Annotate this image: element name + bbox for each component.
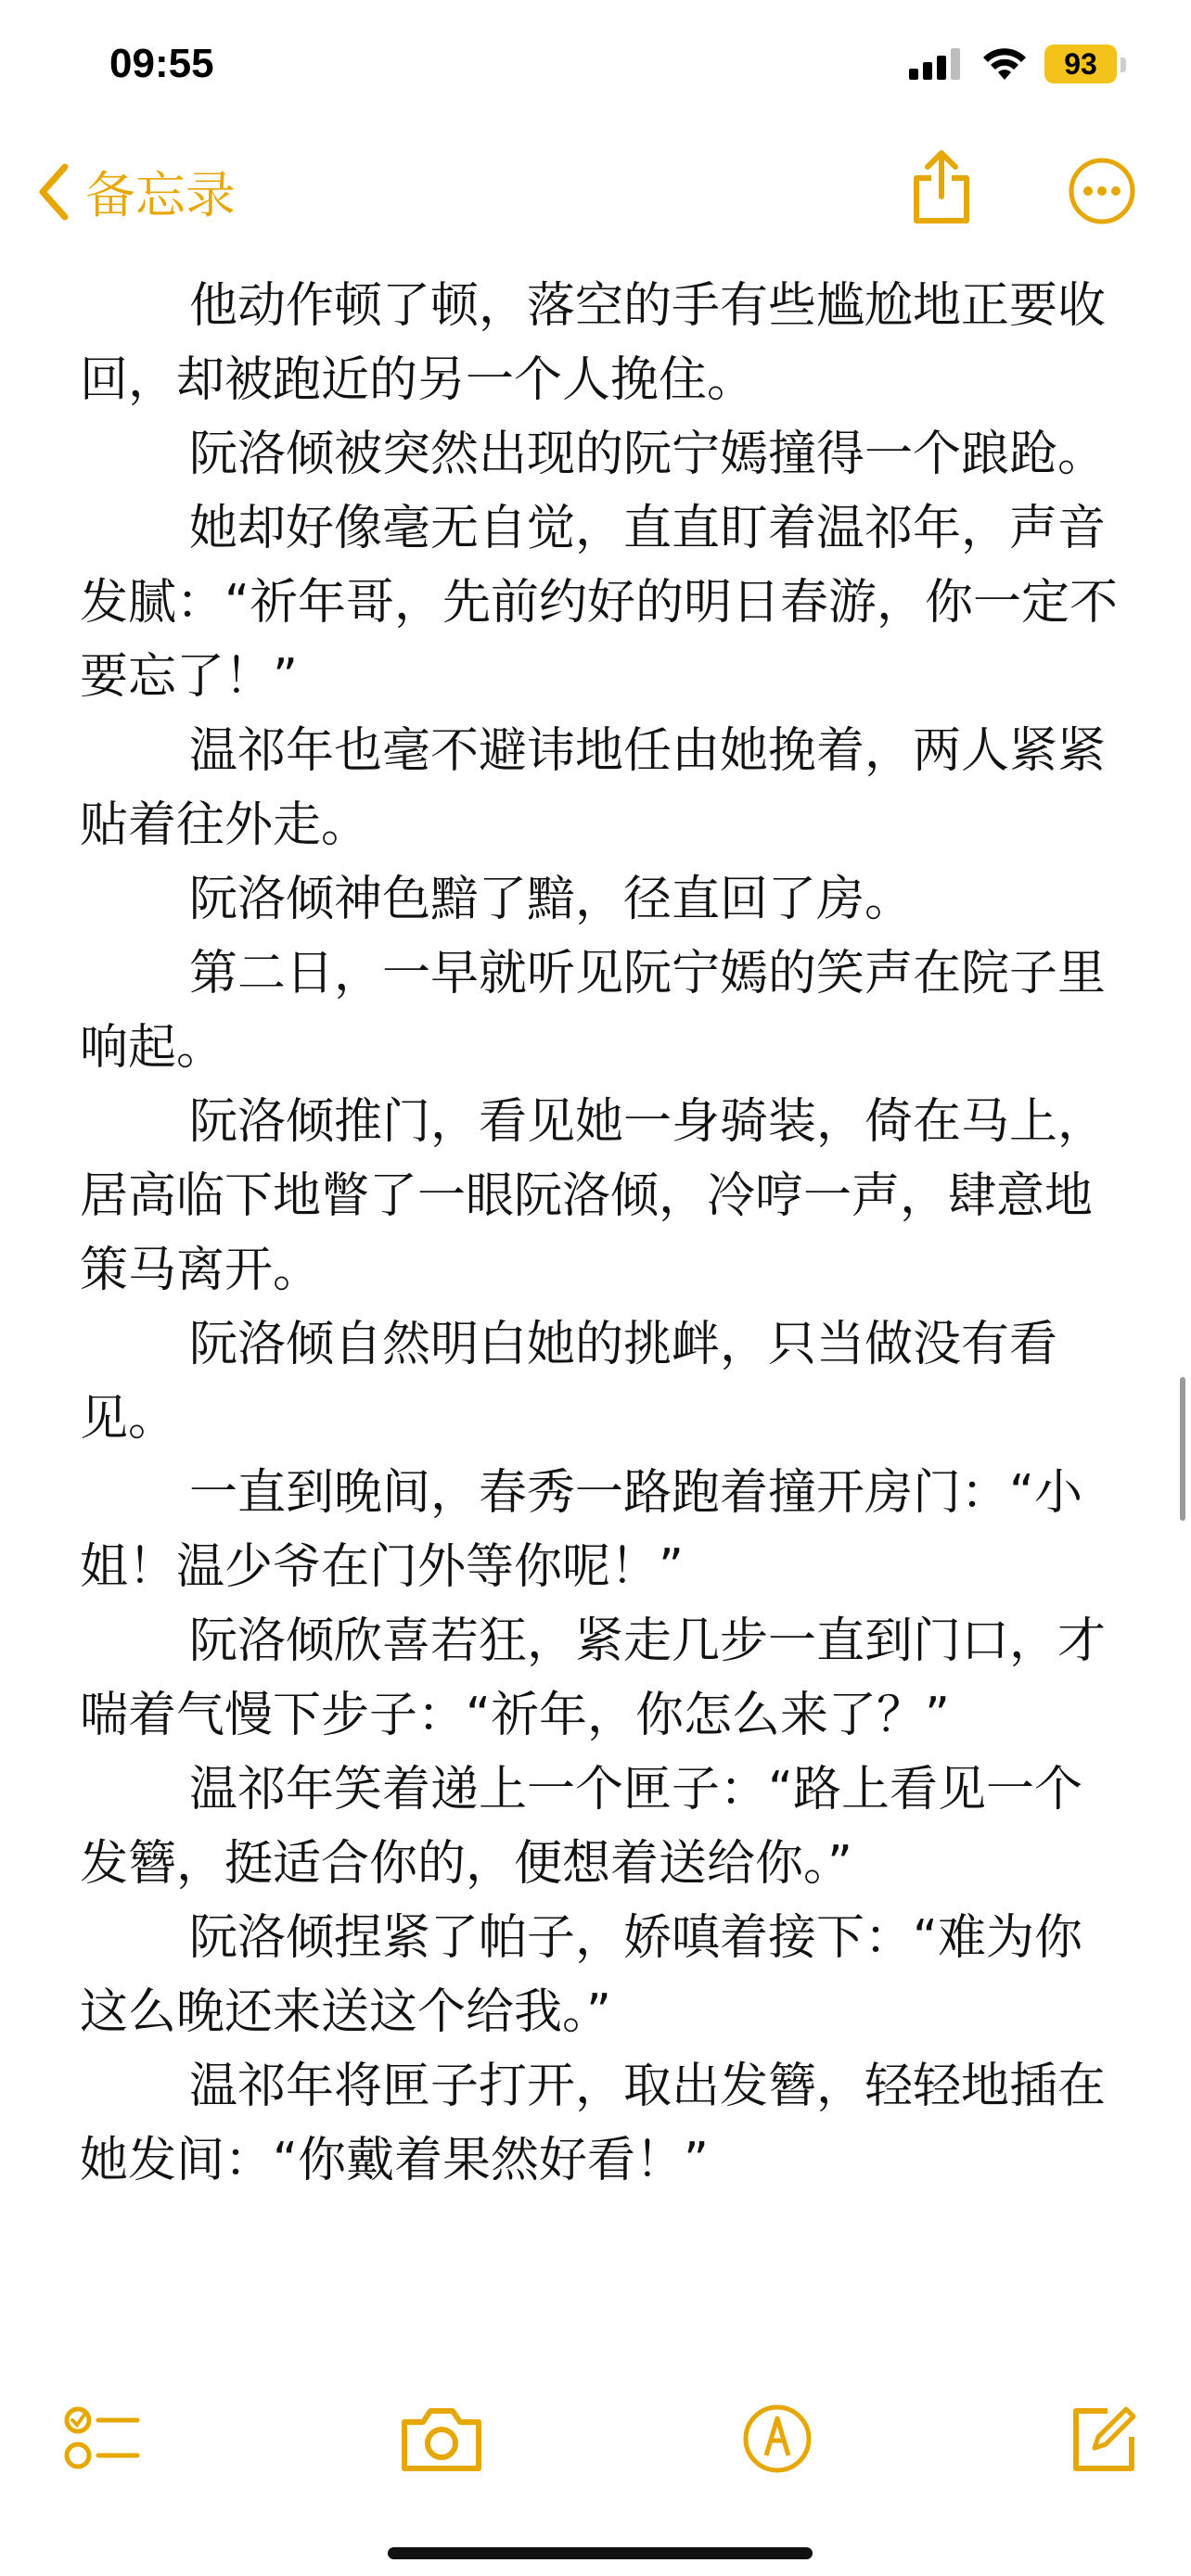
note-body[interactable] (80, 269, 1121, 2198)
status-time: 09:55 (109, 41, 214, 86)
share-icon[interactable] (909, 148, 974, 226)
note-paragraph: 温祁年将匣子打开，取出发簪，轻轻地插在她发间：“你戴着果然好看！” (80, 2059, 1107, 2188)
home-indicator[interactable] (388, 2547, 813, 2559)
camera-icon[interactable] (399, 2402, 484, 2476)
note-paragraph: 他动作顿了顿，落空的手有些尴尬地正要收回，却被跑近的另一个人挽住。 (80, 278, 1107, 408)
compose-icon[interactable] (1067, 2402, 1141, 2476)
markup-pen-icon[interactable] (740, 2402, 814, 2476)
checklist-icon[interactable] (63, 2402, 141, 2476)
note-paragraph: 阮洛倾推门，看见她一身骑装，倚在马上，居高临下地瞥了一眼阮洛倾，冷哼一声，肆意地策马离开。 (80, 1094, 1107, 1298)
more-icon[interactable] (1067, 156, 1137, 226)
wifi-icon (981, 46, 1028, 82)
note-paragraph: 阮洛倾自然明白她的挑衅，只当做没有看见。 (80, 1317, 1058, 1447)
note-paragraph: 阮洛倾神色黯了黯，径直回了房。 (189, 872, 914, 927)
note-paragraph: 第二日，一早就听见阮宁嫣的笑声在院子里响起。 (80, 946, 1107, 1076)
status-bar (0, 0, 1191, 139)
note-paragraph: 阮洛倾捏紧了帕子，娇嗔着接下：“难为你这么晚还来送这个给我。” (80, 1910, 1082, 2040)
chevron-left-icon (35, 161, 72, 223)
battery-level: 93 (1044, 45, 1117, 83)
note-paragraph: 阮洛倾被突然出现的阮宁嫣撞得一个踉跄。 (189, 427, 1107, 482)
note-paragraph: 温祁年也毫不避讳地任由她挽着，两人紧紧贴着往外走。 (80, 723, 1107, 853)
battery-tip (1121, 57, 1126, 72)
note-paragraph: 一直到晚间，春秀一路跑着撞开房门：“小姐！温少爷在门外等你呢！” (80, 1465, 1082, 1595)
note-paragraph: 她却好像毫无自觉，直直盯着温祁年，声音发腻：“祈年哥，先前约好的明日春游，你一定不要忘了！” (80, 501, 1118, 705)
navigation-bar (0, 139, 1191, 241)
back-button[interactable] (35, 156, 236, 227)
back-label: 备忘录 (85, 166, 236, 224)
note-paragraph: 阮洛倾欣喜若狂，紧走几步一直到门口，才喘着气慢下步子：“祈年，你怎么来了？” (80, 1613, 1107, 1743)
cellular-signal-icon (909, 48, 965, 80)
scroll-indicator[interactable] (1180, 1377, 1185, 1521)
bottom-toolbar (0, 2383, 1191, 2494)
note-paragraph: 温祁年笑着递上一个匣子：“路上看见一个发簪，挺适合你的，便想着送给你。” (80, 1762, 1082, 1892)
